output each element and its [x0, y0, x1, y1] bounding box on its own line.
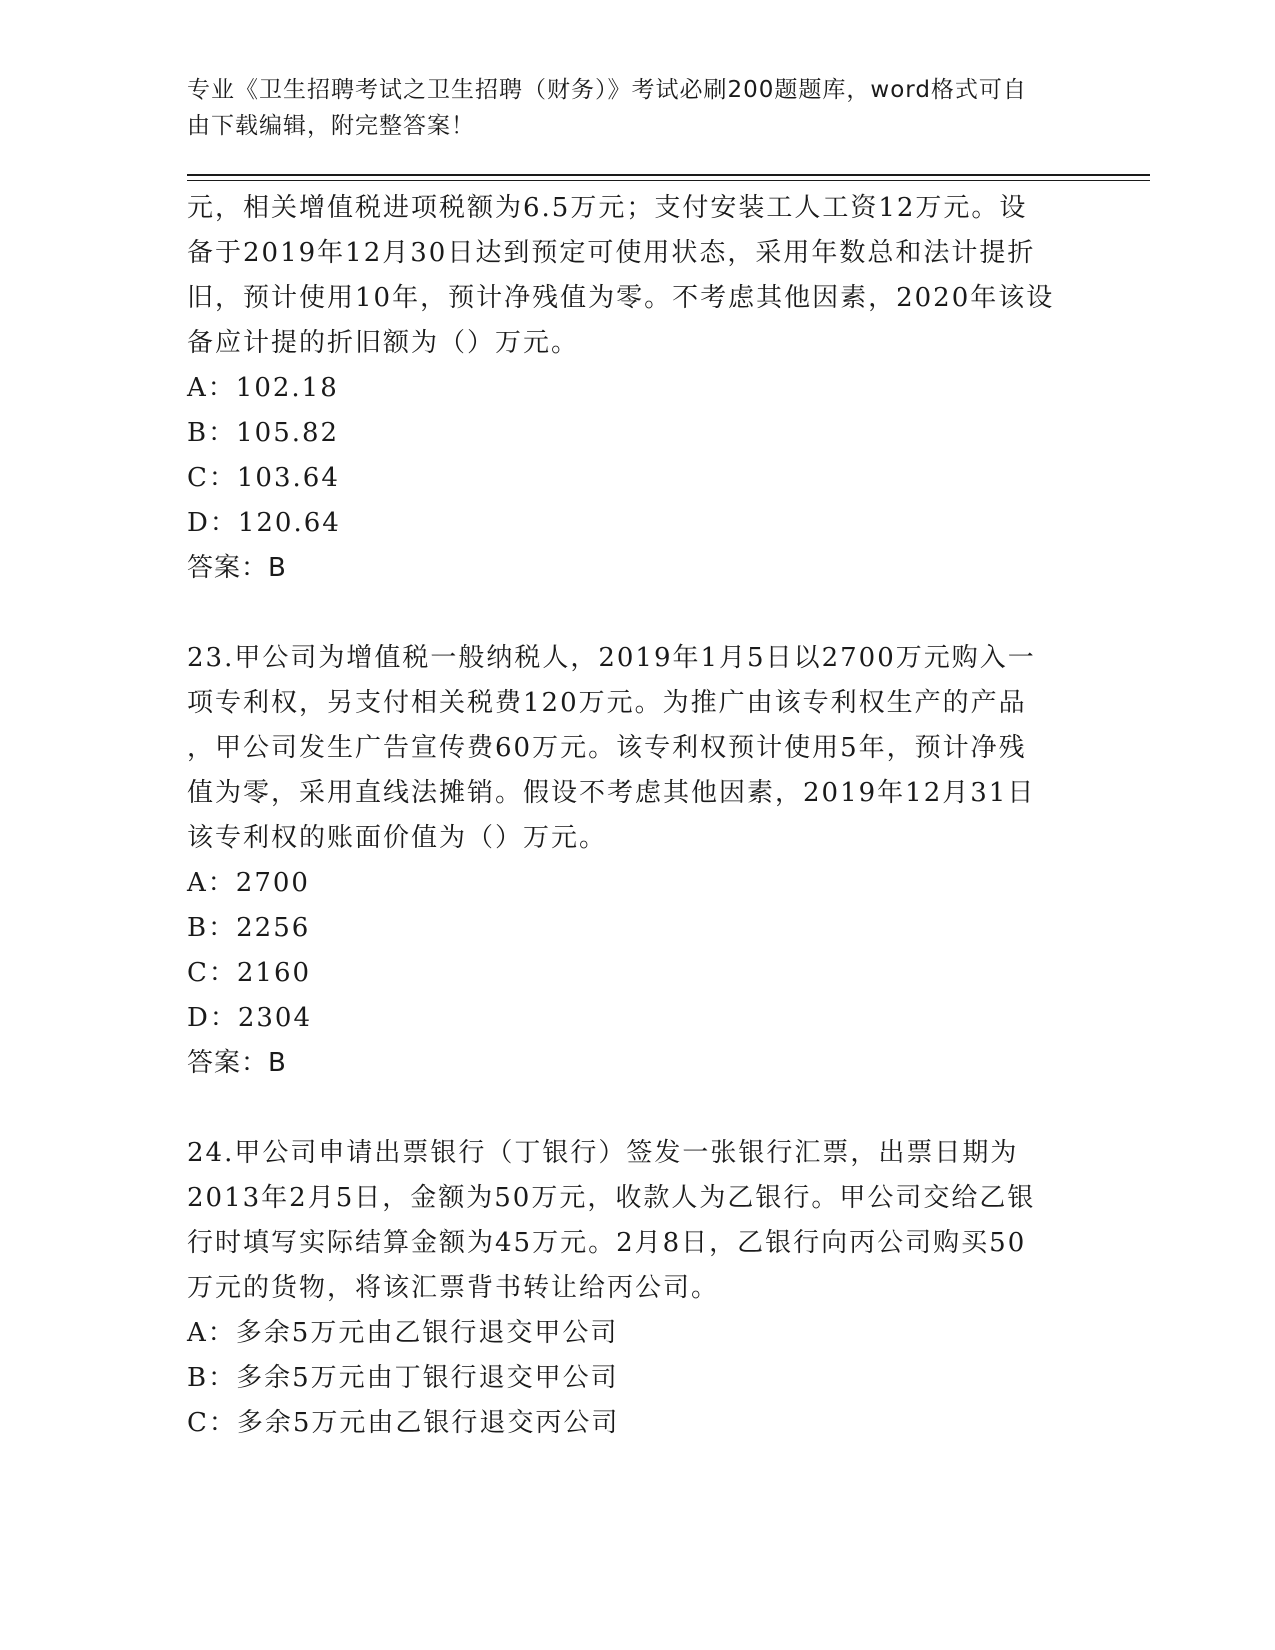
question-23-stem-line: 项专利权，另支付相关税费120万元。为推广由该专利权生产的产品	[187, 688, 1027, 718]
question-22	[187, 186, 1087, 591]
question-22-option-b: B：105.82	[187, 418, 340, 448]
question-24-stem-line: 24.甲公司申请出票银行（丁银行）签发一张银行汇票，出票日期为	[187, 1138, 1019, 1168]
question-22-stem-line: 元，相关增值税进项税额为6.5万元；支付安装工人工资12万元。设	[187, 193, 1028, 223]
question-24-option-c: C：多余5万元由乙银行退交丙公司	[187, 1408, 620, 1438]
question-22-option-c: C：103.64	[187, 463, 340, 493]
question-24-option-b: B：多余5万元由丁银行退交甲公司	[187, 1363, 619, 1393]
spacer	[187, 1086, 1087, 1131]
header-divider	[187, 174, 1150, 181]
question-22-stem-line: 备于2019年12月30日达到预定可使用状态，采用年数总和法计提折	[187, 238, 1036, 268]
question-24-stem-line: 行时填写实际结算金额为45万元。2月8日，乙银行向丙公司购买50	[187, 1228, 1027, 1258]
document-body	[187, 186, 1087, 1446]
question-22-stem-line: 备应计提的折旧额为（）万元。	[187, 328, 580, 358]
question-22-answer: 答案：B	[187, 553, 287, 583]
question-24-stem-line: 万元的货物，将该汇票背书转让给丙公司。	[187, 1273, 720, 1303]
question-23-stem-line: 23.甲公司为增值税一般纳税人，2019年1月5日以2700万元购入一	[187, 643, 1036, 673]
question-23-option-d: D：2304	[187, 1003, 313, 1033]
question-23-stem-line: ，甲公司发生广告宣传费60万元。该专利权预计使用5年，预计净残	[187, 733, 1027, 763]
question-24	[187, 1131, 1087, 1446]
question-22-option-d: D：120.64	[187, 508, 341, 538]
question-23-answer: 答案：B	[187, 1048, 287, 1078]
question-22-stem-line: 旧，预计使用10年，预计净残值为零。不考虑其他因素，2020年该设	[187, 283, 1055, 313]
question-24-option-a: A：多余5万元由乙银行退交甲公司	[187, 1318, 619, 1348]
question-22-option-a: A：102.18	[187, 373, 339, 403]
question-23	[187, 636, 1087, 1086]
header-title-line-2: 由下载编辑，附完整答案！	[187, 113, 475, 139]
question-23-option-b: B：2256	[187, 913, 311, 943]
question-23-option-c: C：2160	[187, 958, 312, 988]
question-23-stem-line: 值为零，采用直线法摊销。假设不考虑其他因素，2019年12月31日	[187, 778, 1036, 808]
spacer	[187, 591, 1087, 636]
question-24-stem-line: 2013年2月5日，金额为50万元，收款人为乙银行。甲公司交给乙银	[187, 1183, 1036, 1213]
question-23-option-a: A：2700	[187, 868, 310, 898]
question-23-stem-line: 该专利权的账面价值为（）万元。	[187, 823, 608, 853]
page-header	[187, 72, 1087, 144]
header-title-line-1: 专业《卫生招聘考试之卫生招聘（财务）》考试必刷200题题库，word格式可自	[187, 77, 1027, 103]
